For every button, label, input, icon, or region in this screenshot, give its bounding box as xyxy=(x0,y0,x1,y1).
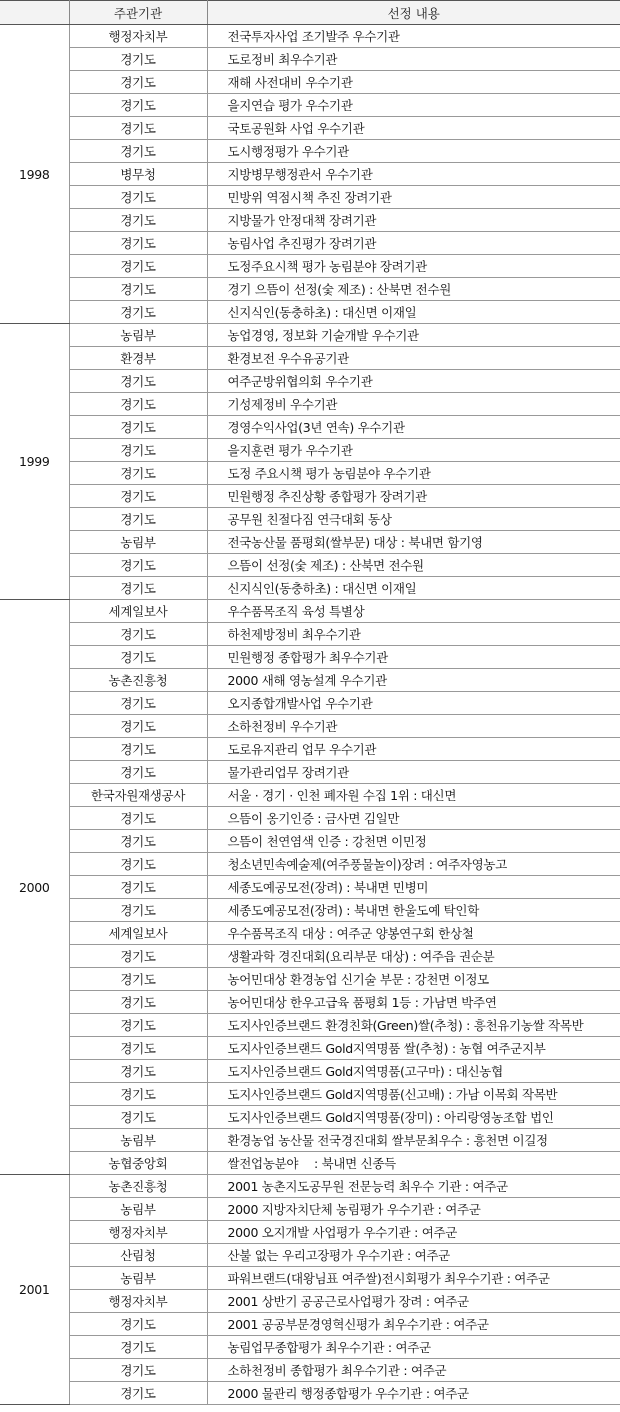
agency-cell: 경기도 xyxy=(69,301,207,324)
table-row xyxy=(0,1198,620,1221)
content-cell: 2000 새해 영농설계 우수기관 xyxy=(207,669,620,692)
table-row xyxy=(0,1336,620,1359)
agency-cell: 경기도 xyxy=(69,853,207,876)
table-row xyxy=(0,853,620,876)
content-cell: 도지사인증브랜드 Gold지역명품(신고배) : 가남 이목회 작목반 xyxy=(207,1083,620,1106)
content-cell: 소하천정비 우수기관 xyxy=(207,715,620,738)
content-cell: 도로정비 최우수기관 xyxy=(207,48,620,71)
agency-cell: 경기도 xyxy=(69,393,207,416)
agency-cell: 경기도 xyxy=(69,485,207,508)
table-row xyxy=(0,1313,620,1336)
agency-cell: 경기도 xyxy=(69,71,207,94)
content-cell: 농림사업 추진평가 장려기관 xyxy=(207,232,620,255)
agency-cell: 경기도 xyxy=(69,807,207,830)
content-cell: 신지식인(동충하초) : 대신면 이재일 xyxy=(207,301,620,324)
table-row xyxy=(0,1290,620,1313)
table-row xyxy=(0,117,620,140)
table-row xyxy=(0,600,620,623)
table-row xyxy=(0,485,620,508)
content-cell: 물가관리업무 장려기관 xyxy=(207,761,620,784)
content-cell: 재해 사전대비 우수기관 xyxy=(207,71,620,94)
table-row xyxy=(0,1359,620,1382)
agency-cell: 경기도 xyxy=(69,830,207,853)
year-cell: 1998 xyxy=(0,25,69,324)
content-cell: 청소년민속예술제(여주풍물놀이)장려 : 여주자영농고 xyxy=(207,853,620,876)
content-cell: 으뜸이 선정(숯 제조) : 산북면 전수원 xyxy=(207,554,620,577)
table-row xyxy=(0,623,620,646)
agency-cell: 경기도 xyxy=(69,1037,207,1060)
content-cell: 소하천정비 종합평가 최우수기관 : 여주군 xyxy=(207,1359,620,1382)
table-row xyxy=(0,738,620,761)
content-cell: 도시행정평가 우수기관 xyxy=(207,140,620,163)
agency-cell: 경기도 xyxy=(69,968,207,991)
content-cell: 2001 상반기 공공근로사업평가 장려 : 여주군 xyxy=(207,1290,620,1313)
agency-cell: 경기도 xyxy=(69,554,207,577)
agency-cell: 경기도 xyxy=(69,577,207,600)
content-cell: 신지식인(동충하초) : 대신면 이재일 xyxy=(207,577,620,600)
agency-cell: 경기도 xyxy=(69,48,207,71)
content-cell: 환경농업 농산물 전국경진대회 쌀부문최우수 : 흥천면 이길정 xyxy=(207,1129,620,1152)
table-row xyxy=(0,1037,620,1060)
content-cell: 농업경영, 정보화 기술개발 우수기관 xyxy=(207,324,620,347)
agency-cell: 경기도 xyxy=(69,1060,207,1083)
table-row xyxy=(0,462,620,485)
agency-cell: 경기도 xyxy=(69,439,207,462)
agency-cell: 경기도 xyxy=(69,416,207,439)
table-row xyxy=(0,186,620,209)
table-row xyxy=(0,784,620,807)
content-cell: 도로유지관리 업무 우수기관 xyxy=(207,738,620,761)
table-row xyxy=(0,324,620,347)
table-row xyxy=(0,715,620,738)
table-row xyxy=(0,646,620,669)
table-row xyxy=(0,94,620,117)
table-row xyxy=(0,1014,620,1037)
content-cell: 도지사인증브랜드 Gold지역명품 쌀(추청) : 농협 여주군지부 xyxy=(207,1037,620,1060)
table-row xyxy=(0,416,620,439)
table-row xyxy=(0,232,620,255)
agency-cell: 병무청 xyxy=(69,163,207,186)
year-column-header xyxy=(0,1,69,25)
agency-cell: 경기도 xyxy=(69,1014,207,1037)
content-cell: 농어민대상 환경농업 신기술 부문 : 강천면 이정모 xyxy=(207,968,620,991)
content-cell: 으뜸이 천연염색 인증 : 강천면 이민정 xyxy=(207,830,620,853)
content-cell: 생활과학 경진대회(요리부문 대상) : 여주읍 권순분 xyxy=(207,945,620,968)
table-row xyxy=(0,807,620,830)
year-cell: 1999 xyxy=(0,324,69,600)
agency-cell: 경기도 xyxy=(69,1313,207,1336)
agency-cell: 농림부 xyxy=(69,1129,207,1152)
content-cell: 도지사인증브랜드 환경친화(Green)쌀(추청) : 흥천유기농쌀 작목반 xyxy=(207,1014,620,1037)
agency-cell: 경기도 xyxy=(69,692,207,715)
table-row xyxy=(0,48,620,71)
content-cell: 경기 으뜸이 선정(숯 제조) : 산북면 전수원 xyxy=(207,278,620,301)
table-row xyxy=(0,1244,620,1267)
table-row xyxy=(0,347,620,370)
table-body xyxy=(0,25,620,1405)
agency-cell: 경기도 xyxy=(69,945,207,968)
content-cell: 농어민대상 한우고급육 품평회 1등 : 가남면 박주연 xyxy=(207,991,620,1014)
table-row xyxy=(0,508,620,531)
agency-cell: 경기도 xyxy=(69,623,207,646)
agency-cell: 환경부 xyxy=(69,347,207,370)
table-row xyxy=(0,439,620,462)
content-cell: 민원행정 종합평가 최우수기관 xyxy=(207,646,620,669)
agency-cell: 농림부 xyxy=(69,324,207,347)
content-cell: 도정주요시책 평가 농림분야 장려기관 xyxy=(207,255,620,278)
table-row xyxy=(0,71,620,94)
content-cell: 산불 없는 우리고장평가 우수기관 : 여주군 xyxy=(207,1244,620,1267)
table-row xyxy=(0,1083,620,1106)
table-row xyxy=(0,393,620,416)
agency-cell: 한국자원재생공사 xyxy=(69,784,207,807)
table-row xyxy=(0,554,620,577)
agency-cell: 경기도 xyxy=(69,508,207,531)
content-column-header: 선정 내용 xyxy=(207,1,620,25)
agency-cell: 행정자치부 xyxy=(69,1221,207,1244)
table-row xyxy=(0,1106,620,1129)
table-row xyxy=(0,968,620,991)
agency-cell: 농림부 xyxy=(69,1198,207,1221)
content-cell: 2001 공공부문경영혁신평가 최우수기관 : 여주군 xyxy=(207,1313,620,1336)
table-row xyxy=(0,692,620,715)
table-row xyxy=(0,899,620,922)
content-cell: 도지사인증브랜드 Gold지역명품(장미) : 아리랑영농조합 법인 xyxy=(207,1106,620,1129)
agency-cell: 경기도 xyxy=(69,94,207,117)
table-row xyxy=(0,577,620,600)
table-row xyxy=(0,209,620,232)
table-row xyxy=(0,1267,620,1290)
agency-cell: 경기도 xyxy=(69,278,207,301)
year-cell: 2001 xyxy=(0,1175,69,1405)
table-row xyxy=(0,163,620,186)
content-cell: 을지훈련 평가 우수기관 xyxy=(207,439,620,462)
table-row xyxy=(0,1175,620,1198)
content-cell: 민방위 역점시책 추진 장려기관 xyxy=(207,186,620,209)
content-cell: 농림업무종합평가 최우수기관 : 여주군 xyxy=(207,1336,620,1359)
content-cell: 하천제방정비 최우수기관 xyxy=(207,623,620,646)
content-cell: 지방물가 안정대책 장려기관 xyxy=(207,209,620,232)
agency-cell: 경기도 xyxy=(69,761,207,784)
agency-cell: 세계일보사 xyxy=(69,922,207,945)
agency-cell: 경기도 xyxy=(69,140,207,163)
table-row xyxy=(0,25,620,48)
agency-cell: 경기도 xyxy=(69,738,207,761)
agency-cell: 경기도 xyxy=(69,1336,207,1359)
table-row xyxy=(0,876,620,899)
content-cell: 세종도예공모전(장려) : 북내면 한울도예 탁인학 xyxy=(207,899,620,922)
content-cell: 세종도예공모전(장려) : 북내면 민병미 xyxy=(207,876,620,899)
agency-cell: 경기도 xyxy=(69,876,207,899)
agency-cell: 경기도 xyxy=(69,370,207,393)
agency-cell: 세계일보사 xyxy=(69,600,207,623)
table-row xyxy=(0,531,620,554)
agency-cell: 경기도 xyxy=(69,462,207,485)
agency-cell: 경기도 xyxy=(69,255,207,278)
table-row xyxy=(0,922,620,945)
agency-cell: 경기도 xyxy=(69,209,207,232)
content-cell: 기성제정비 우수기관 xyxy=(207,393,620,416)
table-row xyxy=(0,830,620,853)
content-cell: 민원행정 추진상황 종합평가 장려기관 xyxy=(207,485,620,508)
table-row xyxy=(0,1152,620,1175)
agency-cell: 경기도 xyxy=(69,117,207,140)
header-row xyxy=(0,1,620,25)
agency-cell: 경기도 xyxy=(69,1083,207,1106)
content-cell: 2000 지방자치단체 농림평가 우수기관 : 여주군 xyxy=(207,1198,620,1221)
agency-cell: 경기도 xyxy=(69,232,207,255)
agency-cell: 농촌진흥청 xyxy=(69,669,207,692)
agency-cell: 경기도 xyxy=(69,646,207,669)
content-cell: 전국농산물 품평회(쌀부문) 대상 : 북내면 함기영 xyxy=(207,531,620,554)
content-cell: 2000 오지개발 사업평가 우수기관 : 여주군 xyxy=(207,1221,620,1244)
content-cell: 2001 농촌지도공무원 전문능력 최우수 기관 : 여주군 xyxy=(207,1175,620,1198)
agency-cell: 농협중앙회 xyxy=(69,1152,207,1175)
agency-cell: 경기도 xyxy=(69,899,207,922)
agency-cell: 경기도 xyxy=(69,1359,207,1382)
table-row xyxy=(0,1060,620,1083)
content-cell: 경영수익사업(3년 연속) 우수기관 xyxy=(207,416,620,439)
table-row xyxy=(0,370,620,393)
agency-cell: 농림부 xyxy=(69,531,207,554)
agency-cell: 경기도 xyxy=(69,186,207,209)
content-cell: 쌀전업농분야 : 북내면 신종득 xyxy=(207,1152,620,1175)
agency-cell: 행정자치부 xyxy=(69,1290,207,1313)
content-cell: 우수품목조직 대상 : 여주군 양봉연구회 한상철 xyxy=(207,922,620,945)
agency-column-header: 주관기관 xyxy=(69,1,207,25)
content-cell: 국토공원화 사업 우수기관 xyxy=(207,117,620,140)
agency-cell: 행정자치부 xyxy=(69,25,207,48)
table-row xyxy=(0,1382,620,1405)
content-cell: 환경보전 우수유공기관 xyxy=(207,347,620,370)
content-cell: 서울 · 경기 · 인천 폐자원 수집 1위 : 대신면 xyxy=(207,784,620,807)
agency-cell: 경기도 xyxy=(69,715,207,738)
content-cell: 2000 물관리 행정종합평가 우수기관 : 여주군 xyxy=(207,1382,620,1405)
table-row xyxy=(0,761,620,784)
table-row xyxy=(0,991,620,1014)
agency-cell: 산림청 xyxy=(69,1244,207,1267)
agency-cell: 경기도 xyxy=(69,1382,207,1405)
table-row xyxy=(0,140,620,163)
agency-cell: 경기도 xyxy=(69,991,207,1014)
table-row xyxy=(0,301,620,324)
agency-cell: 경기도 xyxy=(69,1106,207,1129)
content-cell: 공무원 친절다짐 연극대회 동상 xyxy=(207,508,620,531)
content-cell: 파워브랜드(대왕님표 여주쌀)전시회평가 최우수기관 : 여주군 xyxy=(207,1267,620,1290)
year-cell: 2000 xyxy=(0,600,69,1175)
content-cell: 지방병무행정관서 우수기관 xyxy=(207,163,620,186)
table-row xyxy=(0,255,620,278)
table-row xyxy=(0,1129,620,1152)
content-cell: 도지사인증브랜드 Gold지역명품(고구마) : 대신농협 xyxy=(207,1060,620,1083)
content-cell: 우수품목조직 육성 특별상 xyxy=(207,600,620,623)
content-cell: 도정 주요시책 평가 농림분야 우수기관 xyxy=(207,462,620,485)
agency-cell: 농촌진흥청 xyxy=(69,1175,207,1198)
table-row xyxy=(0,669,620,692)
content-cell: 전국투자사업 조기발주 우수기관 xyxy=(207,25,620,48)
content-cell: 여주군방위협의회 우수기관 xyxy=(207,370,620,393)
table-row xyxy=(0,1221,620,1244)
table-row xyxy=(0,278,620,301)
content-cell: 오지종합개발사업 우수기관 xyxy=(207,692,620,715)
content-cell: 을지연습 평가 우수기관 xyxy=(207,94,620,117)
table-row xyxy=(0,945,620,968)
agency-cell: 농림부 xyxy=(69,1267,207,1290)
content-cell: 으뜸이 옹기인증 : 금사면 김일만 xyxy=(207,807,620,830)
